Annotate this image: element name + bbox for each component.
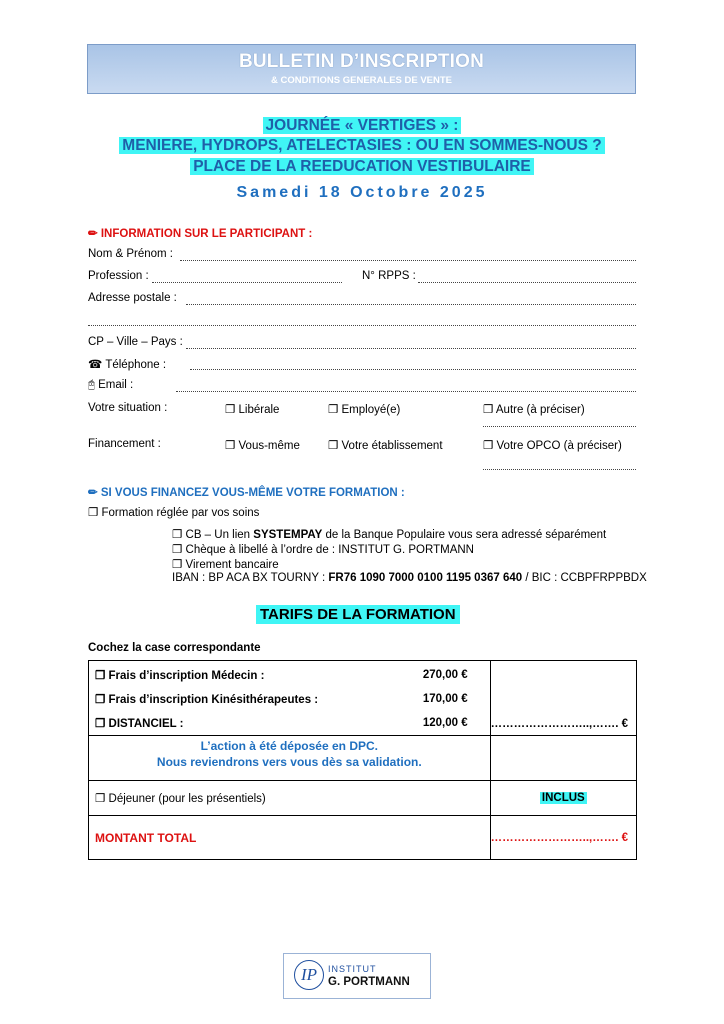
profession-field[interactable]	[152, 282, 342, 283]
lunch-value-cell	[490, 781, 636, 816]
situation-employe-checkbox[interactable]: ❐ Employé(e)	[328, 404, 401, 416]
payment-cb-brand: SYSTEMPAY	[253, 529, 323, 541]
lunch-label: Déjeuner (pour les présentiels)	[108, 793, 266, 805]
mouse-icon: 🖰	[88, 379, 95, 391]
dpc-amount-cell	[490, 736, 636, 781]
tarifs-table	[88, 660, 637, 860]
total-amount-cell[interactable]	[490, 816, 636, 860]
city-label: CP – Ville – Pays :	[88, 336, 183, 348]
situation-employe-label: Employé(e)	[341, 404, 401, 416]
iban-line	[172, 572, 647, 584]
total-label: MONTANT TOTAL	[95, 830, 197, 845]
form-title: BULLETIN D’INSCRIPTION	[238, 51, 485, 72]
event-line-1-row	[0, 117, 724, 135]
phone-icon: ☎	[88, 359, 103, 371]
logo-monogram: IP	[294, 960, 324, 990]
fee-row-distanciel[interactable]: ❐ DISTANCIEL : 120,00 €	[95, 717, 468, 730]
form-subtitle: & CONDITIONS GENERALES DE VENTE	[270, 75, 453, 86]
phone-label: Téléphone :	[105, 359, 167, 371]
payment-cb-suffix: de la Banque Populaire vous sera adressé séparément	[322, 529, 607, 541]
situation-autre-field[interactable]	[483, 426, 636, 427]
situation-liberale-checkbox[interactable]: ❐ Libérale	[225, 404, 280, 416]
address-label: Adresse postale :	[88, 292, 177, 304]
situation-label: Votre situation :	[88, 402, 168, 414]
iban-prefix: IBAN : BP ACA BX TOURNY :	[172, 572, 329, 584]
name-field[interactable]	[180, 260, 636, 261]
fee-distanciel-label: DISTANCIEL :	[108, 718, 184, 730]
funding-establishment-label: Votre établissement	[341, 440, 443, 452]
funding-opco-label: Votre OPCO (à préciser)	[496, 440, 622, 452]
situation-autre-label: Autre (à préciser)	[495, 404, 585, 416]
participant-section-title	[88, 226, 312, 240]
self-funding-checkbox[interactable]: ❐ Formation réglée par vos soins	[88, 507, 260, 519]
situation-autre-checkbox[interactable]: ❐ Autre (à préciser)	[483, 404, 585, 416]
fees-amount-blank: ……………………..,……. €	[490, 718, 628, 730]
fees-amount-cell[interactable]	[490, 661, 636, 736]
lunch-cell[interactable]: ❐ Déjeuner (pour les présentiels)	[89, 781, 491, 816]
phone-field[interactable]	[190, 369, 636, 370]
self-funding-option-label: Formation réglée par vos soins	[101, 507, 260, 519]
situation-liberale-label: Libérale	[238, 404, 280, 416]
tarifs-title: TARIFS DE LA FORMATION	[256, 605, 460, 624]
funding-establishment-checkbox[interactable]: ❐ Votre établissement	[328, 440, 443, 452]
email-label: Email :	[98, 379, 134, 391]
header-banner	[87, 44, 636, 94]
fee-medecin-price: 270,00 €	[422, 669, 468, 681]
pencil-icon: ✏	[88, 487, 98, 499]
tarifs-instruction: Cochez la case correspondante	[88, 642, 261, 654]
rpps-label: N° RPPS :	[362, 270, 416, 282]
event-line-1: JOURNÉE « VERTIGES » :	[263, 117, 462, 134]
address-field[interactable]	[186, 304, 636, 305]
total-label-cell	[89, 816, 491, 860]
funding-label: Financement :	[88, 438, 161, 450]
funding-self-label: Vous-même	[238, 440, 300, 452]
self-funding-section-label: SI VOUS FINANCEZ VOUS-MÊME VOTRE FORMATION :	[100, 487, 405, 499]
logo-institut: INSTITUT	[328, 964, 377, 974]
fee-medecin-label: Frais d’inscription Médecin :	[108, 670, 265, 682]
payment-transfer-checkbox[interactable]: ❐ Virement bancaire	[172, 559, 279, 571]
phone-label-row	[88, 357, 166, 371]
payment-cheque-checkbox[interactable]: ❐ Chèque à libellé à l’ordre de : INSTITUT G. PORTMANN	[172, 544, 474, 556]
lunch-value: INCLUS	[541, 792, 585, 804]
event-line-2: MENIERE, HYDROPS, ATELECTASIES : OU EN SOMMES-NOUS ?	[119, 137, 604, 154]
fees-cell	[89, 661, 491, 736]
funding-opco-checkbox[interactable]: ❐ Votre OPCO (à préciser)	[483, 440, 622, 452]
bic-value: / BIC : CCBPFRPPBDX	[522, 572, 647, 584]
email-label-row	[88, 379, 133, 392]
dpc-cell	[89, 736, 491, 781]
payment-cb-checkbox[interactable]: ❐ CB – Un lien SYSTEMPAY de la Banque Populaire vous sera adressé séparément	[172, 529, 607, 541]
event-line-2-row	[0, 137, 724, 155]
payment-cb-prefix: CB – Un lien	[185, 529, 254, 541]
city-field[interactable]	[186, 348, 636, 349]
pencil-icon: ✏	[88, 228, 98, 240]
funding-opco-field[interactable]	[483, 469, 636, 470]
profession-label: Profession :	[88, 270, 149, 282]
fee-kine-label: Frais d’inscription Kinésithérapeutes :	[108, 694, 319, 706]
event-line-3-row	[0, 158, 724, 176]
payment-transfer-label: Virement bancaire	[185, 559, 279, 571]
rpps-field[interactable]	[418, 282, 636, 283]
institut-logo	[283, 953, 431, 999]
fee-kine-price: 170,00 €	[422, 693, 468, 705]
event-date: Samedi 18 Octobre 2025	[236, 184, 488, 201]
dpc-line-2: Nous reviendrons vers vous dès sa validation.	[156, 755, 422, 769]
logo-name: G. PORTMANN	[328, 976, 410, 988]
address-field-2[interactable]	[88, 325, 636, 326]
payment-cheque-label: Chèque à libellé à l’ordre de : INSTITUT G. PORTMANN	[185, 544, 474, 556]
fee-distanciel-price: 120,00 €	[422, 717, 468, 729]
self-funding-section-title	[88, 485, 405, 499]
funding-self-checkbox[interactable]: ❐ Vous-même	[225, 440, 300, 452]
iban-number: FR76 1090 7000 0100 1195 0367 640	[328, 572, 523, 584]
participant-section-label: INFORMATION SUR LE PARTICIPANT :	[100, 228, 313, 240]
event-line-3: PLACE DE LA REEDUCATION VESTIBULAIRE	[190, 158, 534, 175]
name-label: Nom & Prénom :	[88, 248, 173, 260]
total-amount-blank: ……………………..,……. €	[490, 831, 628, 844]
fee-row-kine[interactable]: ❐ Frais d’inscription Kinésithérapeutes : 170,00 €	[95, 693, 468, 706]
fee-row-medecin[interactable]: ❐ Frais d’inscription Médecin : 270,00 €	[95, 669, 468, 682]
dpc-line-1: L’action à été déposée en DPC.	[200, 739, 378, 753]
email-field[interactable]	[176, 391, 636, 392]
